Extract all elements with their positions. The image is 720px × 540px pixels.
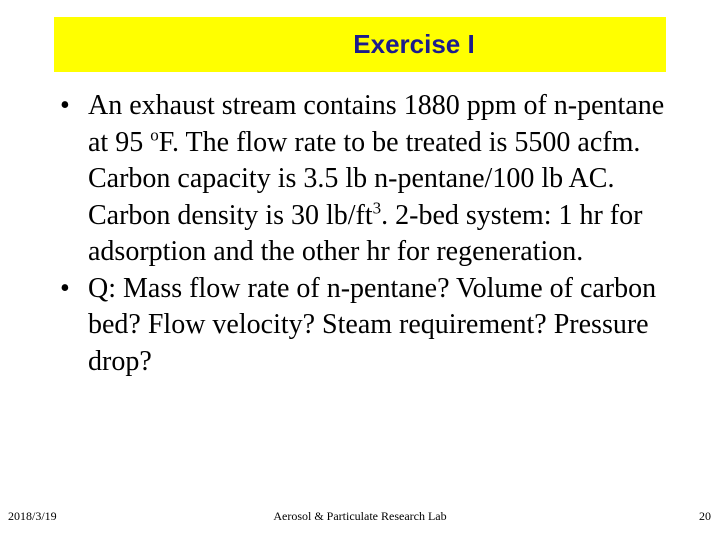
bullet-item-problem	[56, 88, 666, 271]
title-banner	[54, 17, 666, 72]
bullet-text: Q: Mass flow rate of n-pentane? Volume of carbon bed? Flow velocity? Steam requirement? Pressure drop?	[88, 272, 657, 377]
bullet-list	[56, 88, 666, 380]
footer-date: 2018/3/19	[8, 509, 57, 523]
bullet-icon: •	[60, 272, 70, 304]
bullet-text-part: An exhaust stream contains 1880 ppm of n-pentane at 95	[88, 90, 665, 158]
bullet-text-part: . 2-bed system: 1 hr for adsorption and the other hr for regeneration.	[88, 199, 643, 267]
cubic-superscript: 3	[372, 198, 382, 218]
degree-superscript: o	[150, 125, 159, 145]
slide-title: Exercise I	[353, 29, 475, 59]
bullet-item-questions	[56, 271, 666, 381]
bullet-icon: •	[60, 90, 70, 121]
footer-lab-name: Aerosol & Particulate Research Lab	[273, 509, 447, 523]
bullet-text-part: F. The flow rate to be treated is 5500 acfm. Carbon capacity is 3.5 lb n-pentane/100 lb AC. Carbon density is 30 lb/ft	[88, 126, 641, 231]
footer-page-number: 20	[699, 509, 711, 523]
